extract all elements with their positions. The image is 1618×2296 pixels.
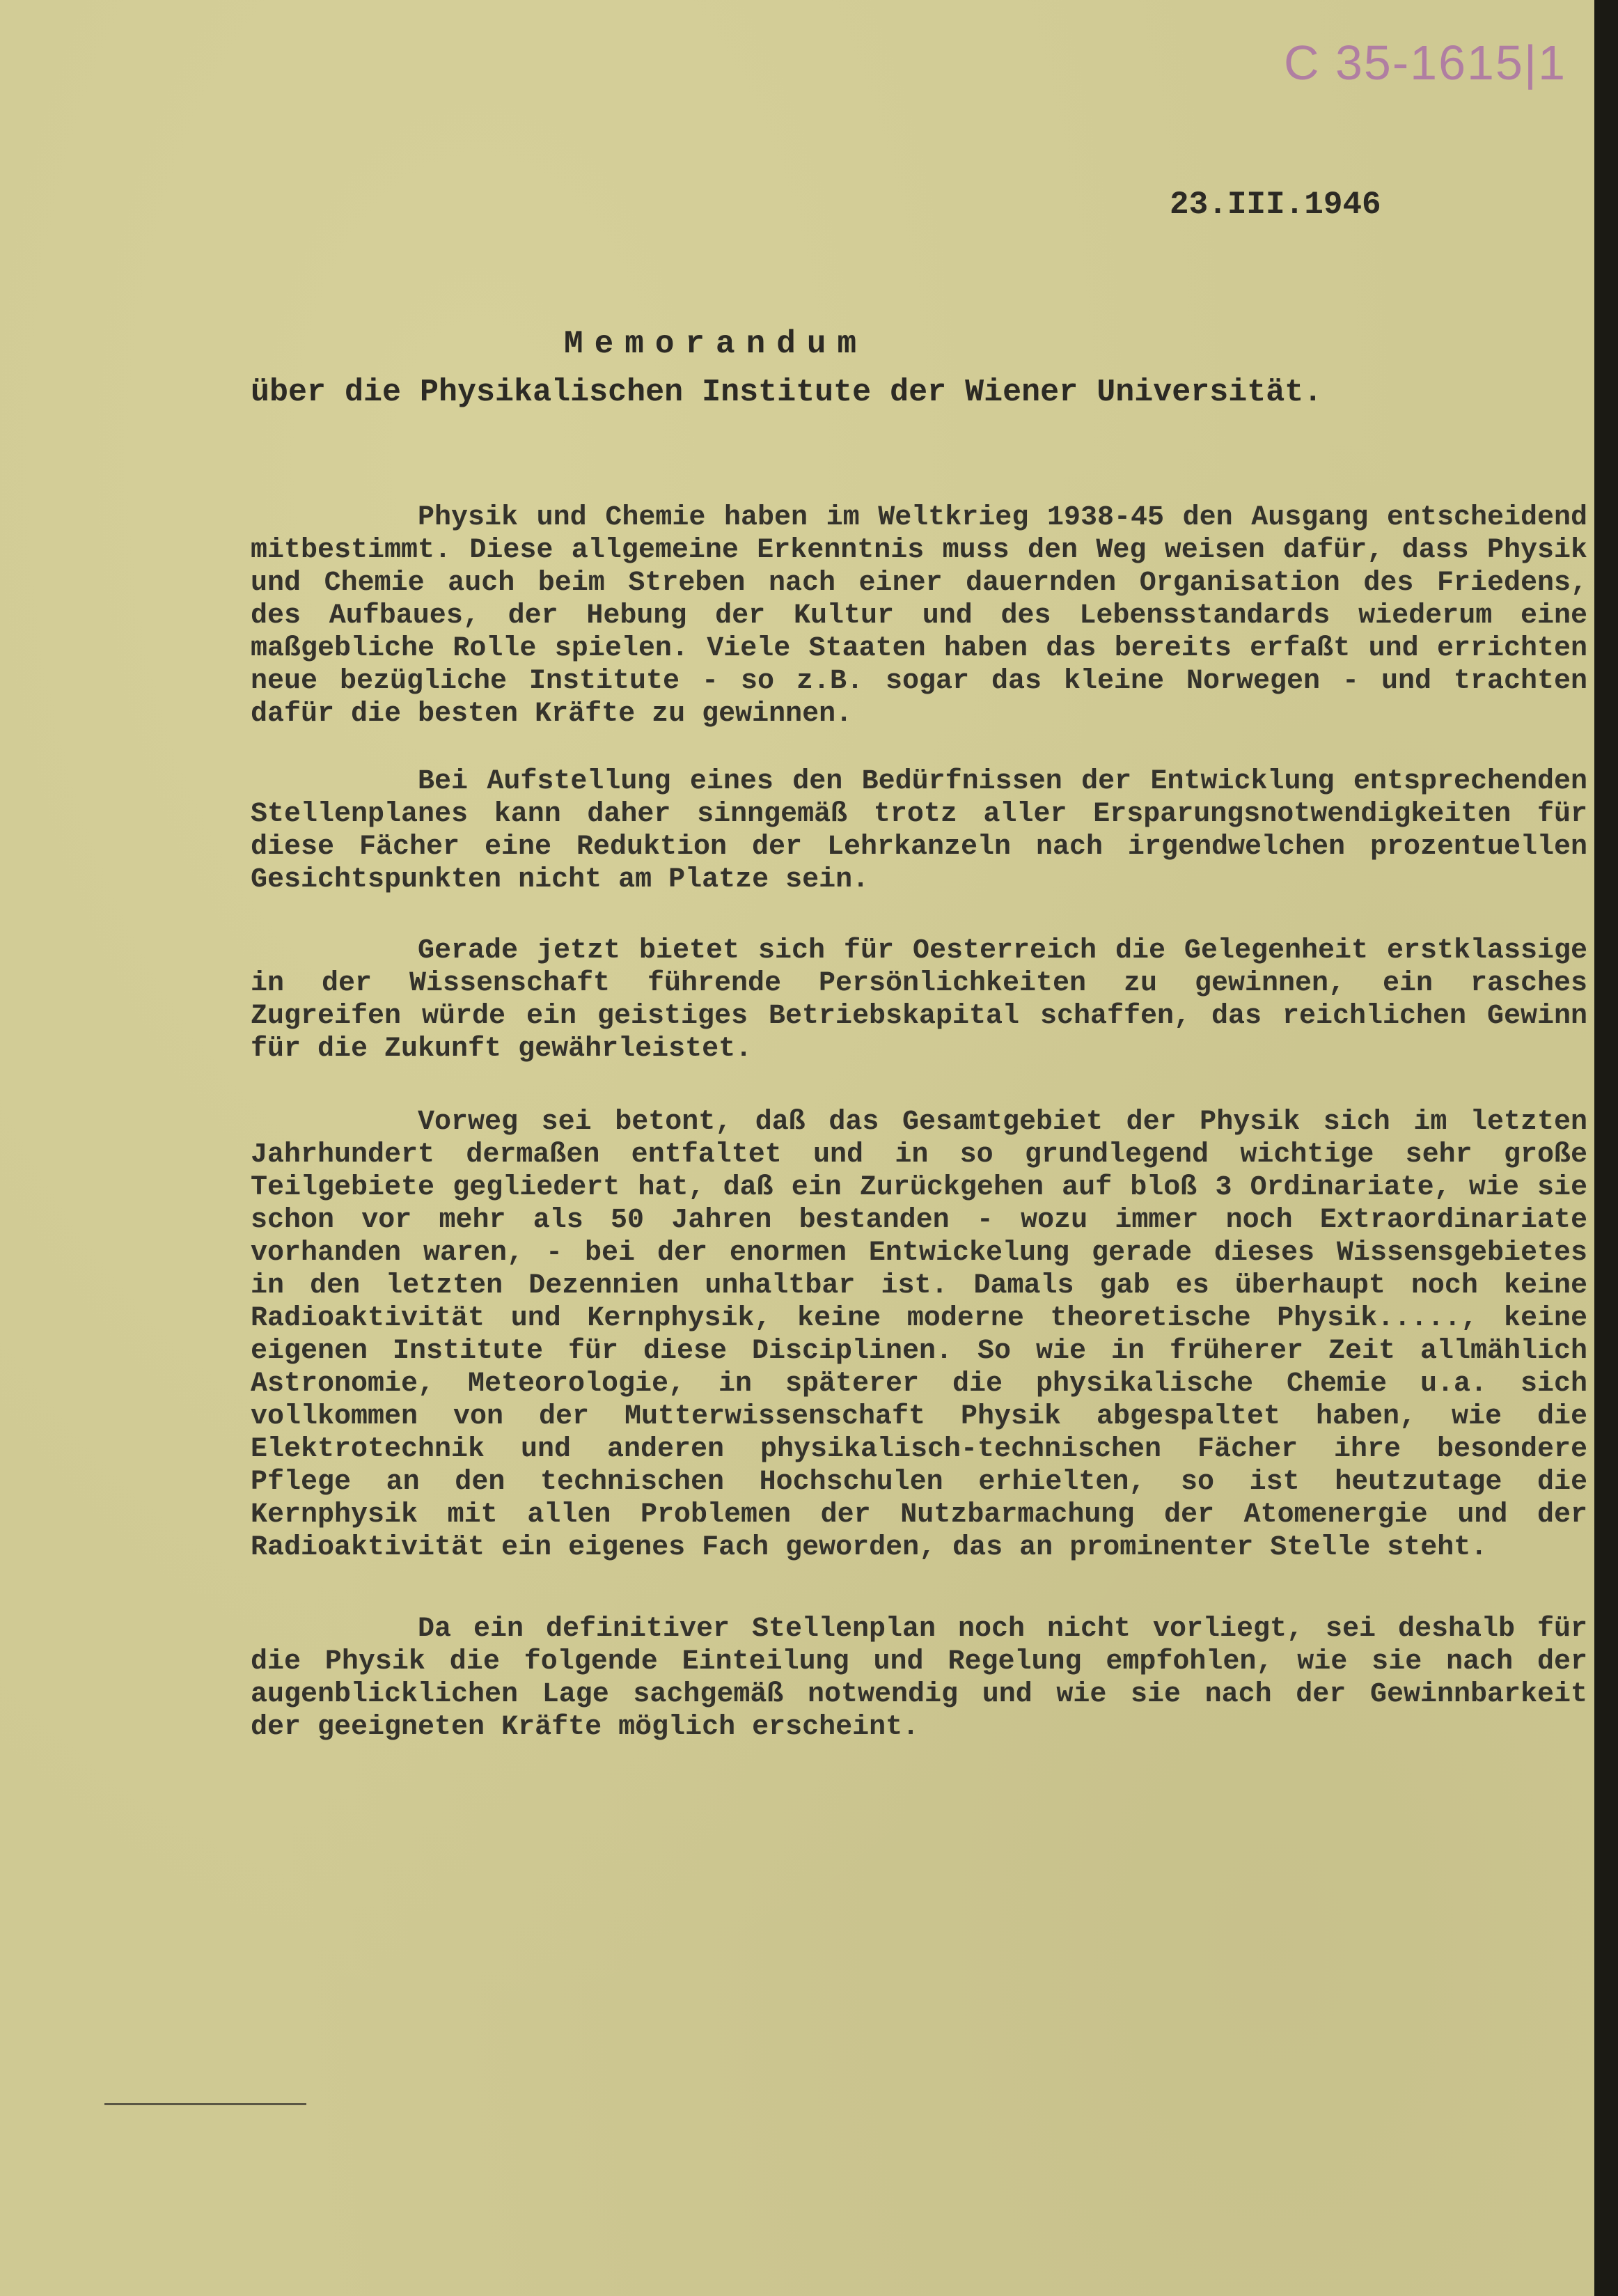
body-paragraph: Gerade jetzt bietet sich für Oesterreich die Gelegenheit erstklassige in der Wissenschaft führende Persönlichkeiten zu gewinnen, ein rasches Zugreifen würde ein geistiges Betriebskapital schaffen, das reichlichen Gewinn für die Zukunft gewährleistet.: [251, 935, 1587, 1065]
document-subtitle: über die Physikalischen Institute der Wiener Universität.: [251, 375, 1323, 410]
body-paragraph: Bei Aufstellung eines den Bedürfnissen der Entwicklung entsprechenden Stellenplanes kann daher sinngemäß trotz aller Ersparungsnotwendigkeiten für diese Fächer eine Reduktion der Lehrkanzeln nach irgendwelchen prozentuellen Gesichtspunkten nicht am Platze sein.: [251, 766, 1587, 896]
body-paragraph: Vorweg sei betont, daß das Gesamtgebiet der Physik sich im letzten Jahrhundert dermaßen entfaltet und in so grundlegend wichtige sehr große Teilgebiete gegliedert hat, daß ein Zurückgehen auf bloß 3 Ordinariate, wie sie schon vor mehr als 50 Jahren bestanden - wozu immer noch Extraordinariate vorhanden waren, - bei der enormen Entwickelung gerade dieses Wissensgebietes in den letzten Dezennien unhaltbar ist. Damals gab es überhaupt noch keine Radioaktivität und Kernphysik, keine moderne theoretische Physik....., keine eigenen Institute für diese Disciplinen. So wie in früherer Zeit allmählich Astronomie, Meteorologie, in späterer die physikalische Chemie u.a. sich vollkommen von der Mutterwissenschaft Physik abgespaltet haben, wie die Elektrotechnik und anderen physikalisch-technischen Fächer ihre besondere Pflege an den technischen Hochschulen erhielten, so ist heutzutage die Kernphysik mit allen Problemen der Nutzbarmachung der Atomenergie und der Radioaktivität ein eigenes Fach geworden, das an prominenter Stelle steht.: [251, 1107, 1587, 1563]
body-paragraph: Physik und Chemie haben im Weltkrieg 1938-45 den Ausgang entscheidend mitbestimmt. Diese allgemeine Erkenntnis muss den Weg weisen dafür, dass Physik und Chemie auch beim Streben nach einer dauernden Organisation des Friedens, des Aufbaues, der Hebung der Kultur und des Lebensstandards wiederum eine maßgebliche Rolle spielen. Viele Staaten haben das bereits erfaßt und errichten neue bezügliche Institute - so z.B. sogar das kleine Norwegen - und trachten dafür die besten Kräfte zu gewinnen.: [251, 502, 1587, 730]
archive-reference-number: C 35-1615|1: [1283, 36, 1566, 90]
footer-divider-line: [104, 2103, 306, 2105]
scan-border: [1594, 0, 1618, 2296]
body-paragraph: Da ein definitiver Stellenplan noch nicht vorliegt, sei deshalb für die Physik die folgende Einteilung und Regelung empfohlen, wie sie nach der augenblicklichen Lage sachgemäß notwendig und wie sie nach der Gewinnbarkeit der geeigneten Kräfte möglich erscheint.: [251, 1614, 1587, 1743]
document-title: Memorandum: [564, 326, 868, 362]
document-body: [251, 501, 1587, 1788]
document-date: 23.III.1946: [1170, 187, 1381, 223]
